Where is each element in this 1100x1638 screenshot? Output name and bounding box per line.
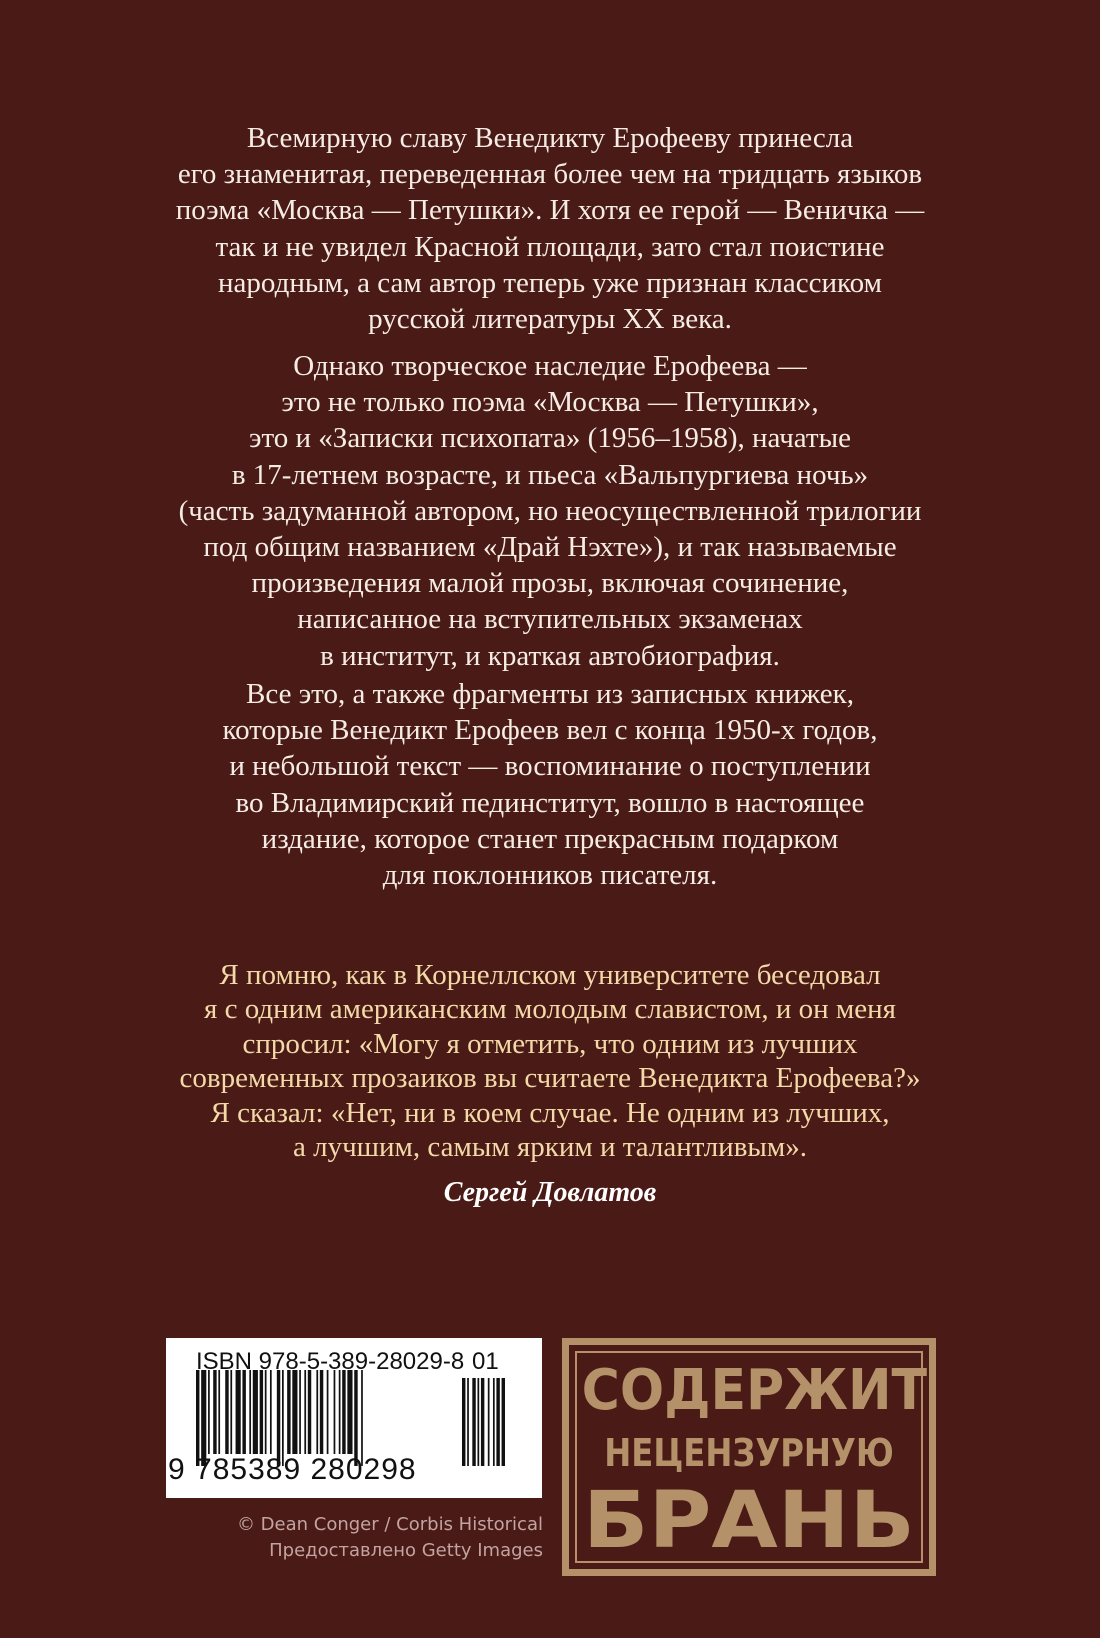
barcode-bar	[361, 1370, 363, 1466]
text-line: издание, которое станет прекрасным подарком	[261, 822, 839, 855]
text-line: произведения малой прозы, включая сочинение,	[251, 567, 849, 600]
text-line: которые Венедикт Ерофеев вел с конца 1950-х годов,	[222, 714, 878, 747]
quote-line: современных прозаиков вы считаете Венедикта Ерофеева?»	[179, 1062, 921, 1095]
text-line: под общим названием «Драй Нэхте»), и так называемые	[203, 531, 897, 564]
text-line: поэма «Москва — Петушки». И хотя ее герой — Веничка —	[175, 194, 925, 227]
barcode-bar	[208, 1370, 210, 1454]
text-line: написанное на вступительных экзаменах	[297, 603, 803, 636]
barcode-bar	[327, 1370, 329, 1454]
description-paragraph-3	[100, 676, 1000, 893]
barcode-bar	[201, 1370, 206, 1466]
barcode-bar	[354, 1370, 357, 1466]
barcode-bar	[299, 1370, 301, 1454]
quote-line: я с одним американским молодым славистом, и он меня	[204, 993, 896, 1026]
text-line: его знаменитая, переведенная более чем на тридцать языков	[177, 158, 923, 191]
stamp-line: НЕЦЕНЗУРНУЮ	[604, 1431, 894, 1475]
quote-line: а лучшим, самым ярким и талантливым».	[293, 1131, 807, 1164]
quote-line: Я помню, как в Корнеллском университете беседовал	[219, 959, 881, 991]
text-line: и небольшой текст — воспоминание о поступлении	[229, 750, 871, 783]
stamp-line: СОДЕРЖИТ	[581, 1358, 928, 1423]
barcode-bar	[253, 1370, 258, 1454]
barcode-bar	[320, 1370, 323, 1454]
barcode-bar	[287, 1370, 290, 1454]
barcode-bar	[493, 1378, 495, 1466]
barcode-bar	[481, 1378, 484, 1466]
ean-digits: 9 785389 280298	[168, 1453, 417, 1486]
text-line: Все это, а также фрагменты из записных книжек,	[246, 678, 854, 710]
barcode-bar	[496, 1378, 499, 1466]
text-line: Однако творческое наследие Ерофеева —	[293, 350, 807, 382]
barcode-bar	[265, 1370, 267, 1454]
isbn-barcode	[166, 1338, 542, 1498]
photo-credit	[237, 1512, 543, 1564]
text-line: это и «Записки психопата» (1956–1958), начатые	[249, 422, 851, 455]
stamp-line: БРАНЬ	[583, 1476, 915, 1566]
barcode-bar	[196, 1370, 199, 1466]
barcode-bar	[236, 1370, 241, 1454]
isbn-label: ISBN 978-5-389-28029-8	[196, 1348, 465, 1375]
barcode-bar	[339, 1370, 341, 1454]
barcode-bar	[347, 1370, 352, 1454]
barcode-bar	[304, 1370, 306, 1454]
text-line: (часть задуманной автором, но неосуществленной трилогии	[178, 494, 922, 527]
barcode-bar	[308, 1370, 311, 1454]
barcode-bar	[342, 1370, 345, 1454]
text-line: это не только поэма «Москва — Петушки»,	[281, 386, 819, 419]
text-line: в институт, и краткая автобиография.	[320, 639, 780, 672]
quote-line: Я сказал: «Нет, ни в коем случае. Не одним из лучших,	[210, 1096, 890, 1129]
barcode-bar	[292, 1370, 297, 1454]
barcode-bar	[488, 1378, 490, 1466]
barcode-bar	[334, 1370, 336, 1454]
description-paragraph-1	[100, 120, 1000, 337]
text-line: народным, а сам автор теперь уже признан классиком	[218, 266, 882, 299]
barcode-bar	[472, 1378, 475, 1466]
barcode-bar	[467, 1378, 469, 1466]
barcode-bar	[462, 1378, 465, 1466]
quote-author: Сергей Довлатов	[443, 1177, 657, 1208]
text-line: так и не увидел Красной площади, зато стал поистине	[215, 230, 885, 263]
text-line: в 17-летнем возрасте, и пьеса «Вальпургиева ночь»	[231, 458, 869, 491]
barcode-bar	[277, 1370, 280, 1466]
profanity-warning-stamp	[562, 1338, 936, 1576]
text-line: русской литературы XX века.	[368, 303, 732, 336]
dovlatov-quote	[100, 958, 1000, 1164]
description-paragraph-2	[100, 348, 1000, 674]
text-line: для поклонников писателя.	[382, 859, 718, 892]
barcode-bar	[260, 1370, 263, 1454]
quote-line: спросил: «Могу я отметить, что одним из лучших	[242, 1027, 858, 1060]
barcode-bar	[213, 1370, 216, 1454]
barcode-bar	[218, 1370, 220, 1454]
barcode-bar	[225, 1370, 228, 1454]
text-line: во Владимирский пединститут, вошло в настоящее	[235, 786, 865, 819]
photo-credit-line: Предоставлено Getty Images	[269, 1540, 543, 1561]
barcode-bar	[242, 1370, 245, 1454]
addon-code: 01	[472, 1348, 499, 1375]
barcode-bar	[230, 1370, 232, 1454]
barcode-bar	[477, 1378, 479, 1466]
photo-credit-line: © Dean Conger / Corbis Historical	[236, 1514, 543, 1535]
barcode-bar	[249, 1370, 251, 1454]
barcode-bar	[502, 1378, 505, 1466]
barcode-bar	[316, 1370, 318, 1454]
barcode-bar	[282, 1370, 284, 1466]
text-line: Всемирную славу Венедикту Ерофееву принесла	[246, 122, 854, 154]
barcode-bar	[270, 1370, 272, 1454]
